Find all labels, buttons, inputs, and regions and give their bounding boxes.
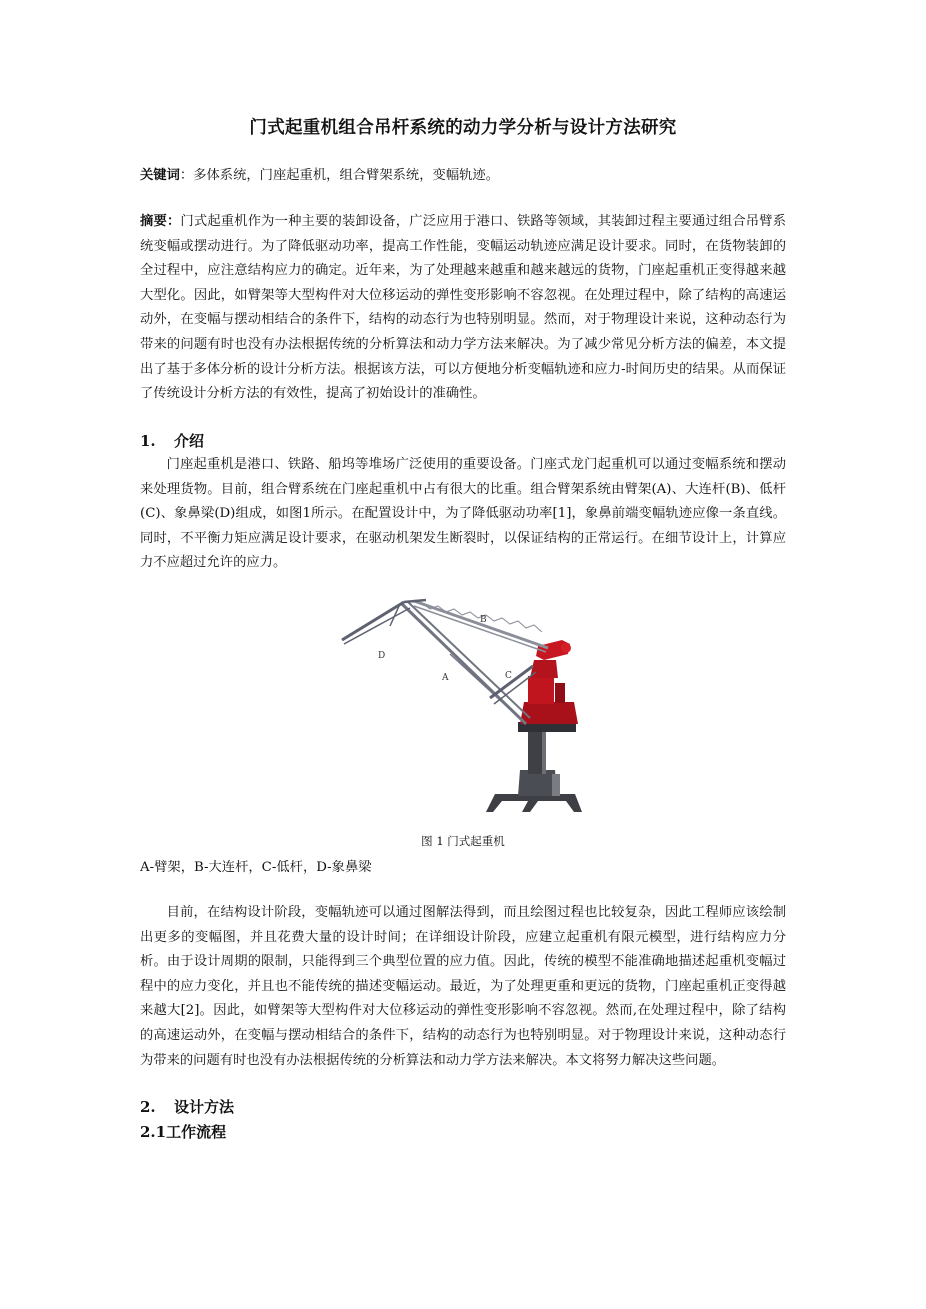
figure-1 (330, 598, 600, 830)
section-2-number: 2. (140, 1098, 156, 1116)
section-1-title: 介绍 (174, 432, 205, 450)
figure-label-b: B (480, 615, 487, 625)
machinery-house (520, 640, 578, 724)
abstract-separator: ： (166, 214, 181, 229)
figure-label-a: A (442, 673, 449, 683)
subsection-2-1-heading (140, 1121, 226, 1142)
figure-caption: 图 1 门式起重机 (421, 834, 505, 848)
paper-title: 门式起重机组合吊杆系统的动力学分析与设计方法研究 (249, 118, 677, 138)
paragraph-2: 目前，在结构设计阶段，变幅轨迹可以通过图解法得到，而且绘图过程也比较复杂，因此工程师应该绘制出更多的变幅图，并且花费大量的设计时间；在详细设计阶段，应建立起重机有限元模型，进行结构应力分析。由于设计周期的限制，只能得到三个典型位置的应力值。因此，传统的模型不能准确地描述起重机变幅过程中的应力变化，并且也不能传统的描述变幅运动。最近，为了处理更重和更远的货物，门座起重机正变得越来越大[2]。因此，如臂架等大型构件对大位移运动的弹性变形影响不容忽视。然而,在处理过程中，除了结构的高速运动外，在变幅与摆动相结合的条件下，结构的动态行为也特别明显。对于物理设计来说，这种动态行为带来的问题有时也没有办法根据传统的分析算法和动力学方法来解决。本文将努力解决这些问题。 (140, 905, 786, 1068)
subsection-2-1-number: 2.1 (140, 1123, 167, 1141)
subsection-2-1-title: 工作流程 (166, 1123, 227, 1141)
section-1-heading (140, 430, 204, 451)
section-1-number: 1. (140, 432, 156, 450)
figure-label-d: D (378, 651, 386, 661)
portal-legs (486, 770, 582, 812)
section-2-title: 设计方法 (174, 1098, 235, 1116)
abstract-text: 门式起重机作为一种主要的装卸设备，广泛应用于港口、铁路等领域，其装卸过程主要通过组合吊臂系统变幅或摆动进行。为了降低驱动功率，提高工作性能，变幅运动轨迹应满足设计要求。同时，在货物装卸的全过程中，应注意结构应力的确定。近年来，为了处理越来越重和越来越远的货物，门座起重机正变得越来越大型化。因此，如臂架等大型构件对大位移运动的弹性变形影响不容忽视。在处理过程中，除了结构的高速运动外，在变幅与摆动相结合的条件下，结构的动态行为也特别明显。然而，对于物理设计来说，这种动态行为带来的问题有时也没有办法根据传统的分析算法和动力学方法来解决。为了减少常见分析方法的偏差，本文提出了基于多体分析的设计分析方法。根据该方法，可以方便地分析变幅轨迹和应力-时间历史的结果。从而保证了传统设计分析方法的有效性，提高了初始设计的准确性。 (140, 214, 787, 402)
abstract (140, 210, 786, 407)
figure-legend: A-臂架，B-大连杆，C-低杆，D-象鼻梁 (140, 860, 372, 875)
figure-label-c: C (505, 671, 512, 681)
section-2-heading (140, 1096, 234, 1117)
keywords-separator: ： (179, 168, 194, 183)
abstract-label: 摘要 (140, 214, 167, 229)
section-1-paragraph: 门座起重机是港口、铁路、船坞等堆场广泛使用的重要设备。门座式龙门起重机可以通过变幅系统和摆动来处理货物。目前，组合臂系统在门座起重机中占有很大的比重。组合臂架系统由臂架(A)、大连杆(B)、低杆(C)、象鼻梁(D)组成，如图1所示。在配置设计中，为了降低驱动功率[1]，象鼻前端变幅轨迹应像一条直线。同时，不平衡力矩应满足设计要求，在驱动机架发生断裂时，以保证结构的正常运行。在细节设计上，计算应力不应超过允许的应力。 (140, 457, 786, 571)
keywords (140, 164, 786, 183)
keywords-label: 关键词 (140, 168, 180, 183)
keywords-text: 多体系统，门座起重机，组合臂架系统，变幅轨迹。 (193, 168, 500, 183)
crane-illustration (330, 598, 600, 830)
